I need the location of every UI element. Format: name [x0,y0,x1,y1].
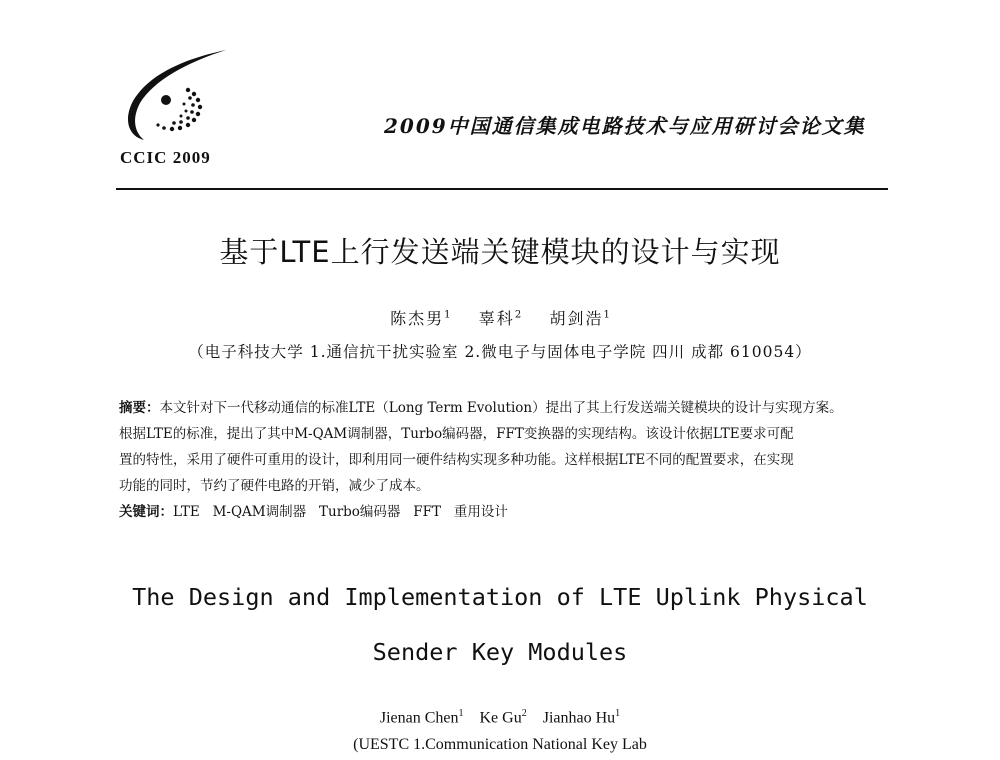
keywords-label: 关键词： [119,504,173,520]
author-name: Ke Gu [479,709,522,727]
ccic-logo-icon [118,48,228,143]
paper-title-cn: 基于LTE上行发送端关键模块的设计与实现 [219,235,781,269]
affiliation-en: (UESTC 1.Communication National Key Lab [353,736,647,753]
abstract [119,395,889,525]
author-name: 辜科 [478,309,515,328]
author-affil-mark: 1 [458,708,464,719]
abstract-text: 本文针对下一代移动通信的标准LTE（Long Term Evolution）提出了其上行发送端关键模块的设计与实现方案。 [159,400,843,416]
affiliation-cn: （电子科技大学 1.通信抗干扰实验室 2.微电子与固体电子学院 四川 成都 610054） [188,343,812,361]
author-name: 胡剑浩 [549,309,604,328]
keywords-text: LTE M-QAM调制器 Turbo编码器 FFT 重用设计 [173,504,508,520]
author-affil-mark: 1 [444,309,451,321]
logo-text: CCIC 2009 [120,148,211,167]
paper-title-en [0,570,1000,680]
title-line: The Design and Implementation of LTE Uplink Physical [132,583,868,611]
author-affil-mark: 2 [514,309,522,321]
author-affil-mark: 2 [521,708,527,719]
conference-title: 2009中国通信集成电路技术与应用研讨会论文集 [384,114,866,138]
author-name: Jienan Chen [379,709,459,727]
title-line: Sender Key Modules [372,638,628,666]
abstract-line [119,395,889,421]
abstract-line: 根据LTE的标准，提出了其中M-QAM调制器，Turbo编码器，FFT变换器的实现结构。该设计依据LTE要求可配 [119,426,794,442]
abstract-line: 功能的同时，节约了硬件电路的开销，减少了成本。 [119,478,430,494]
keywords-line [119,499,889,525]
authors-en [0,708,1000,727]
authors-cn [0,306,1000,329]
author-affil-mark: 1 [603,309,610,321]
author-affil-mark: 1 [615,708,621,719]
header-divider [116,188,888,190]
abstract-label: 摘要： [119,400,160,416]
author-name: Jianhao Hu [542,709,616,727]
author-name: 陈杰男 [390,309,445,328]
abstract-line: 置的特性，采用了硬件可重用的设计，即利用同一硬件结构实现多种功能。这样根据LTE不同的配置要求，在实现 [119,452,794,468]
